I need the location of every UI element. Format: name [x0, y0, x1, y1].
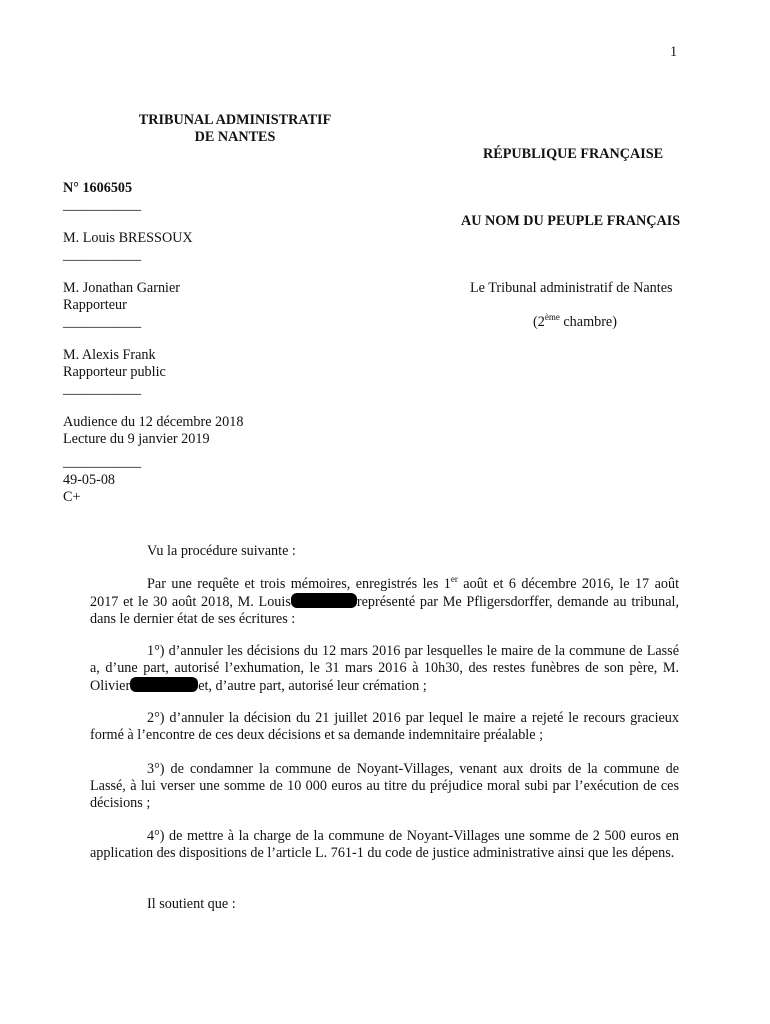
court-name-line1: TRIBUNAL ADMINISTRATIF [138, 112, 332, 128]
chamber-sup: ème [544, 312, 560, 322]
paragraph-arguments: Il soutient que : [147, 896, 236, 912]
hearing-date: Audience du 12 décembre 2018 [63, 414, 244, 430]
paragraph-point-4: 4°) de mettre à la charge de la commune de Noyant-Villages une somme de 2 500 euros en application des dispositions de l’article L. 761-1 du code de justice administrative ainsi que les dépens. [90, 828, 679, 861]
plaintiff-name: M. Louis BRESSOUX [63, 230, 193, 246]
page-number: 1 [670, 44, 678, 60]
separator: ___________ [63, 247, 142, 263]
republic-heading: RÉPUBLIQUE FRANÇAISE [483, 146, 664, 162]
p1-text-a: Par une requête et trois mémoires, enregistrés les 1 [147, 576, 451, 592]
redaction-block [130, 677, 198, 692]
separator: ___________ [63, 197, 142, 213]
chamber-rest: chambre) [559, 314, 617, 330]
chamber [533, 314, 617, 331]
p1-sup: er [450, 574, 458, 584]
paragraph-point-3: 3°) de condamner la commune de Noyant-Villages, venant aux droits de la commune de Lassé, à lui verser une somme de 10 000 euros au titre du préjudice moral subi par l’exécution de ces décisions ; [90, 761, 679, 811]
procedure-intro: Vu la procédure suivante : [147, 543, 296, 559]
reading-date: Lecture du 9 janvier 2019 [63, 431, 210, 447]
p2-text-b: et, d’autre part, autorisé leur crémation ; [198, 678, 427, 694]
separator: ___________ [63, 381, 142, 397]
p1-text-b: août et 6 décembre 2016, le 17 août 2017 et le 30 août 2018, M. Louis [90, 576, 680, 610]
classification-grade: C+ [63, 489, 81, 505]
au-nom-heading: AU NOM DU PEUPLE FRANÇAIS [461, 213, 681, 229]
p1-text-c: représenté par Me Pfligersdorffer, demande au tribunal, dans le dernier état de ses écritures : [90, 594, 679, 627]
tribunal-name: Le Tribunal administratif de Nantes [470, 280, 673, 296]
rapporteur-role: Rapporteur [63, 297, 127, 313]
case-number: N° 1606505 [63, 180, 133, 196]
rapporteur-name: M. Jonathan Garnier [63, 280, 181, 296]
p2-text-a: 1°) d’annuler les décisions du 12 mars 2016 par lesquelles le maire de la commune de Lassé a, d’une part, autorisé l’exhumation, le 31 mars 2016 à 10h30, des restes funèbres de son père, M. Olivier [90, 643, 679, 694]
paragraph-request [90, 576, 679, 628]
separator: ___________ [63, 454, 142, 470]
paragraph-point-2: 2°) d’annuler la décision du 21 juillet 2016 par lequel le maire a rejeté le recours gracieux formé à l’encontre de ces deux décisions et sa demande indemnitaire préalable ; [90, 710, 679, 743]
paragraph-point-1 [90, 643, 679, 695]
rapporteur-public-name: M. Alexis Frank [63, 347, 156, 363]
chamber-open: (2 [533, 314, 545, 330]
separator: ___________ [63, 314, 142, 330]
court-name-line2: DE NANTES [194, 129, 276, 145]
classification-code: 49-05-08 [63, 472, 116, 488]
rapporteur-public-role: Rapporteur public [63, 364, 166, 380]
redaction-block [291, 593, 357, 608]
